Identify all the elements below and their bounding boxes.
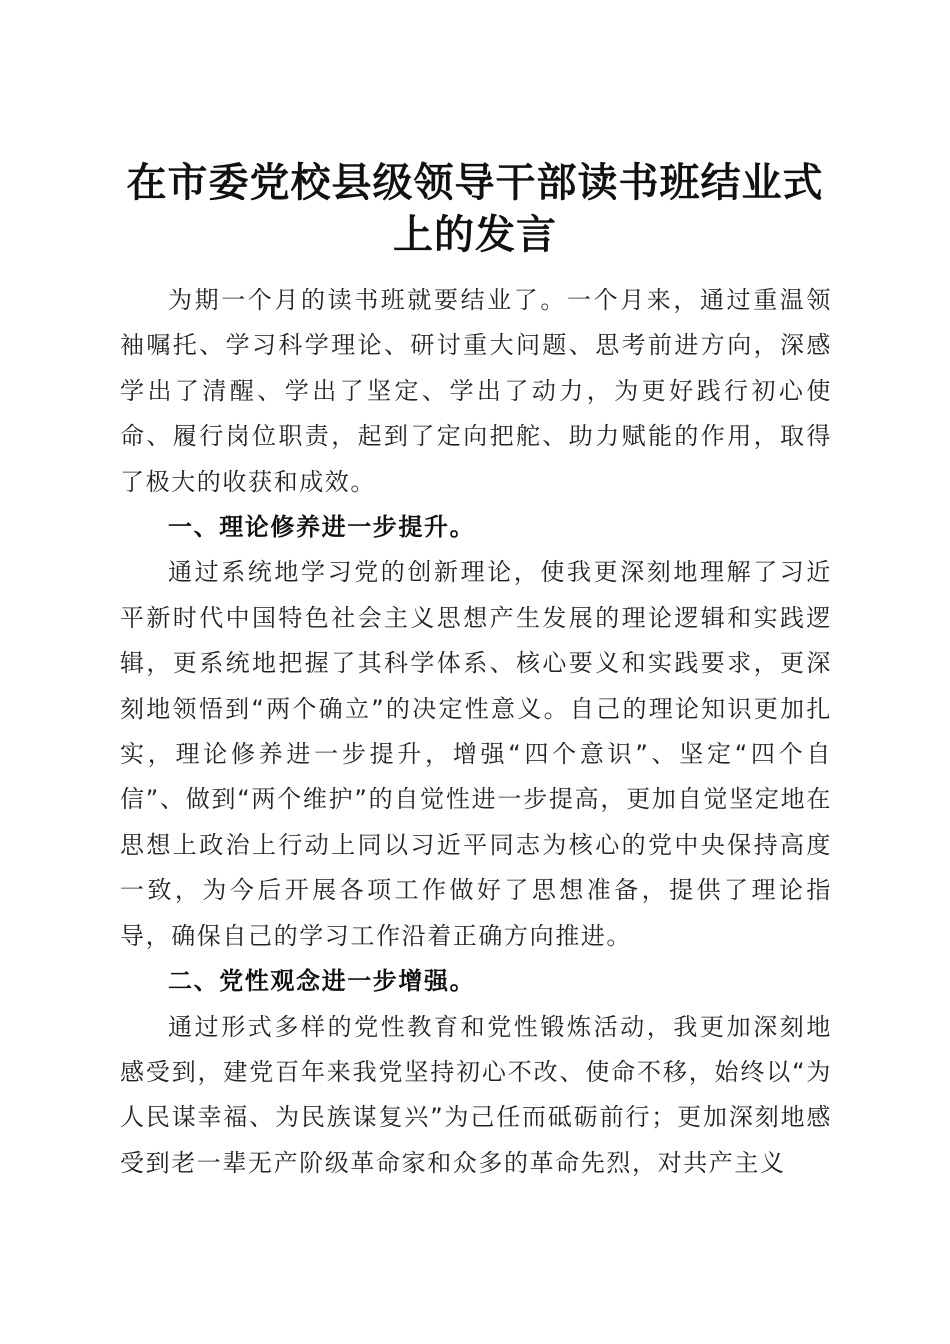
section-2-paragraph: 通过形式多样的党性教育和党性锻炼活动，我更加深刻地感受到，建党百年来我党坚持初心不改、使命不移，始终以“为人民谋幸福、为民族谋复兴”为己任而砥砺前行；更加深刻地感受到老一辈无产阶级革命家和众多的革命先烈，对共产主义 [120, 1012, 832, 1177]
section-heading-2: 二、党性观念进一步增强。 [168, 967, 476, 996]
document-body [120, 278, 832, 1186]
intro-paragraph: 为期一个月的读书班就要结业了。一个月来，通过重温领袖嘱托、学习科学理论、研讨重大问题、思考前进方向，深感学出了清醒、学出了坚定、学出了动力，为更好践行初心使命、履行岗位职责，起到了定向把舵、助力赋能的作用，取得了极大的收获和成效。 [120, 286, 832, 496]
section-1-paragraph: 通过系统地学习党的创新理论，使我更深刻地理解了习近平新时代中国特色社会主义思想产生发展的理论逻辑和实践逻辑，更系统地把握了其科学体系、核心要义和实践要求，更深刻地领悟到“两个确立”的决定性意义。自己的理论知识更加扎实，理论修养进一步提升，增强“四个意识”、坚定“四个自信”、做到“两个维护”的自觉性进一步提高，更加自觉坚定地在思想上政治上行动上同以习近平同志为核心的党中央保持高度一致，为今后开展各项工作做好了思想准备，提供了理论指导，确保自己的学习工作沿着正确方向推进。 [120, 558, 832, 950]
document-title: 在市委党校县级领导干部读书班结业式上的发言 [126, 158, 824, 258]
section-heading-1: 一、理论修养进一步提升。 [168, 513, 476, 542]
